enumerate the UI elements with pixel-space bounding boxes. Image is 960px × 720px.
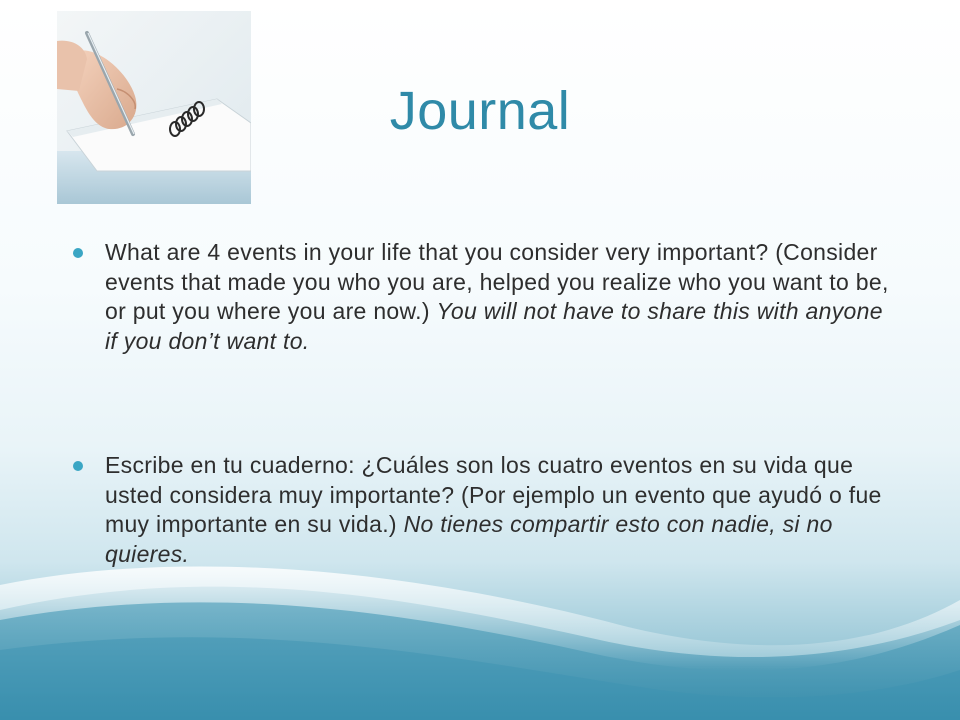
bullet-item-spanish: [70, 451, 890, 569]
bullet-italic-text: You will not have to share this with anyone if you don’t want to.: [105, 298, 883, 354]
slide-title: Journal: [389, 81, 571, 141]
bullet-italic-text: No tienes compartir esto con nadie, si no quieres.: [105, 511, 833, 567]
bullet-dot-icon: [73, 461, 83, 471]
bullet-text: What are 4 events in your life that you consider very important? (Consider events that made you who you are, helped you realize who you want to be, or put you where you are now.): [105, 239, 889, 324]
bullet-item-english: [70, 238, 890, 356]
bullet-list: [70, 238, 890, 569]
bullet-dot-icon: [73, 248, 83, 258]
bullet-text: Escribe en tu cuaderno: ¿Cuáles son los cuatro eventos en su vida que usted considera muy importante? (Por ejemplo un evento que ayudó o fue muy importante en su vida.): [105, 452, 882, 537]
